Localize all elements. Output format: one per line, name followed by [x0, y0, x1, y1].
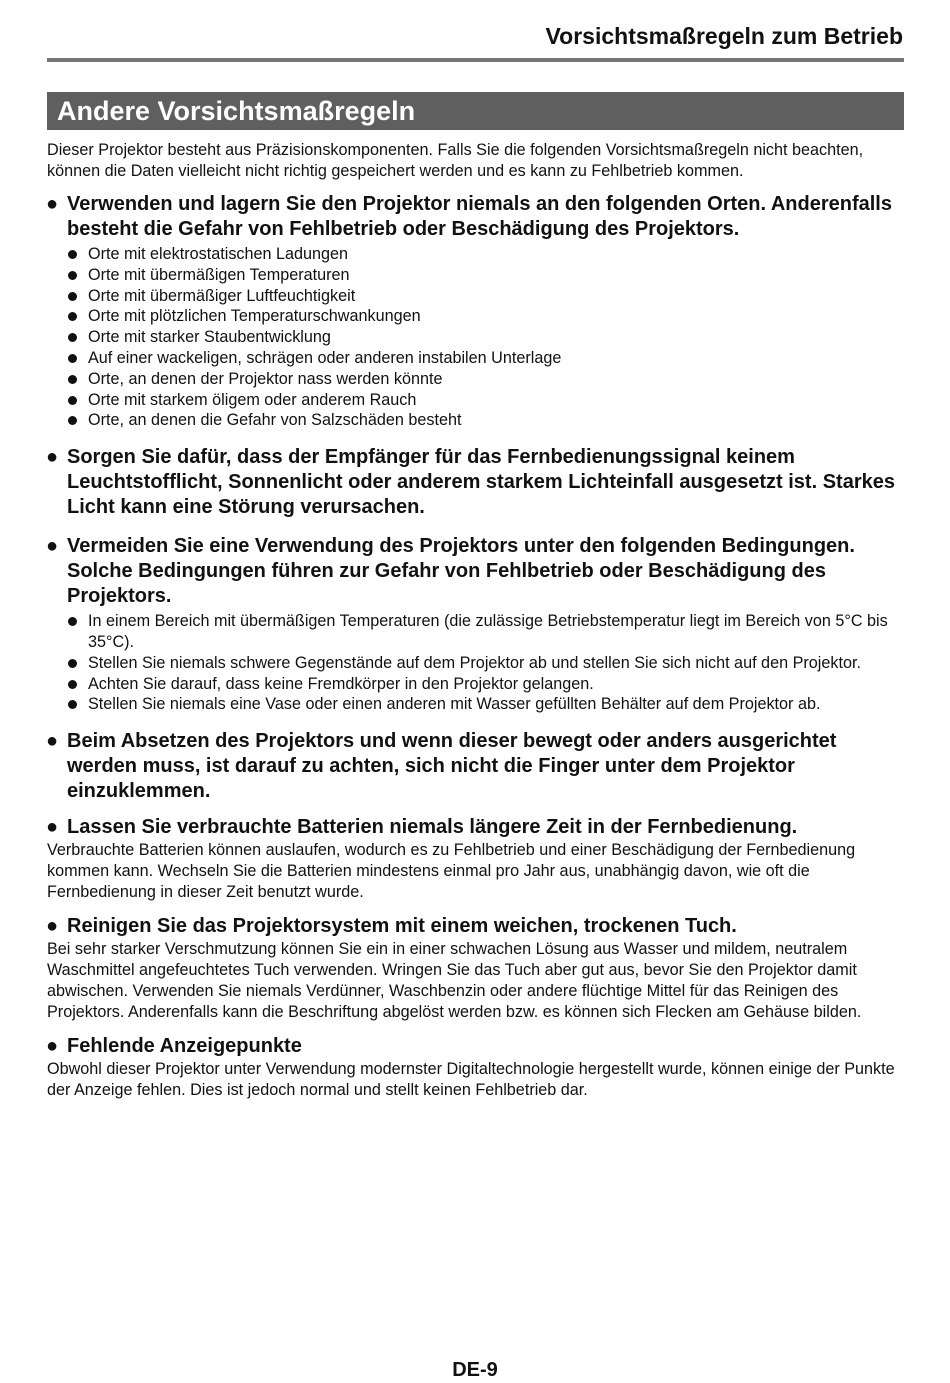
precaution-heading-text: Reinigen Sie das Projektorsystem mit einem weichen, trockenen Tuch. — [67, 915, 737, 938]
list-item — [88, 653, 903, 674]
small-bullet-icon — [68, 271, 77, 280]
precaution-heading — [47, 445, 903, 520]
list-item — [88, 286, 903, 307]
precaution-heading — [47, 815, 903, 840]
precaution-block — [47, 445, 903, 520]
precaution-heading — [47, 729, 903, 804]
list-item — [88, 265, 903, 286]
precaution-heading — [47, 1034, 903, 1059]
list-item-text: Orte mit starker Staubentwicklung — [88, 328, 331, 347]
bullet-icon: ● — [46, 535, 59, 558]
precaution-block — [47, 815, 903, 903]
page-number: DE-9 — [452, 1359, 498, 1381]
sub-list — [47, 611, 903, 715]
precaution-body: Verbrauchte Batterien können auslaufen, wodurch es zu Fehlbetrieb und einer Beschädigung der Fernbedienung kommen kann. Wechseln Sie die Batterien mindestens einmal pro Jahr aus, unabhängig davon, wie oft die Fernbedienung in dieser Zeit benutzt wurde. — [47, 841, 856, 902]
list-item — [88, 694, 903, 715]
small-bullet-icon — [68, 312, 77, 321]
precaution-body: Obwohl dieser Projektor unter Verwendung modernster Digitaltechnologie hergestellt wurde, können einige der Punkte der Anzeige fehlen. Dies ist jedoch normal und stellt keinen Fehlbetrieb dar. — [47, 1060, 895, 1100]
list-item-text: Stellen Sie niemals eine Vase oder einen anderen mit Wasser gefüllten Behälter auf dem Projektor ab. — [88, 695, 821, 714]
list-item — [88, 244, 903, 265]
list-item — [88, 611, 903, 653]
small-bullet-icon — [68, 375, 77, 384]
precaution-block — [47, 914, 903, 1023]
section-title: Andere Vorsichtsmaßregeln — [47, 92, 904, 130]
list-item-text: In einem Bereich mit übermäßigen Temperaturen (die zulässige Betriebstemperatur liegt im Bereich von 5°C bis 35°C). — [88, 612, 888, 651]
list-item — [88, 390, 903, 411]
list-item-text: Orte mit übermäßigen Temperaturen — [88, 265, 350, 284]
small-bullet-icon — [68, 700, 77, 709]
list-item-text: Orte mit plötzlichen Temperaturschwankungen — [88, 307, 421, 326]
precaution-heading-text: Beim Absetzen des Projektors und wenn dieser bewegt oder anders ausgerichtet werden muss, ist darauf zu achten, sich nicht die Finger unter dem Projektor einzuklemmen. — [67, 730, 837, 803]
small-bullet-icon — [68, 416, 77, 425]
list-item-text: Auf einer wackeligen, schrägen oder anderen instabilen Unterlage — [88, 348, 562, 367]
small-bullet-icon — [68, 617, 77, 626]
precaution-body: Bei sehr starker Verschmutzung können Sie ein in einer schwachen Lösung aus Wasser und mildem, neutralem Waschmittel angefeuchtetes Tuch verwenden. Wringen Sie das Tuch aber gut aus, bevor Sie den Projektor damit abwischen. Verwenden Sie niemals Verdünner, Waschbenzin oder andere flüchtige Mittel für das Reinigen des Projektors. Anderenfalls kann die Beschriftung abgelöst werden bzw. es können sich Flecken am Gehäuse bilden. — [47, 940, 862, 1022]
precaution-block — [47, 534, 903, 715]
precaution-heading — [47, 534, 903, 609]
list-item-text: Orte, an denen der Projektor nass werden könnte — [88, 369, 443, 388]
list-item-text: Stellen Sie niemals schwere Gegenstände auf dem Projektor ab und stellen Sie sich nicht auf den Projektor. — [88, 653, 861, 672]
list-item — [88, 410, 903, 431]
precaution-heading-text: Lassen Sie verbrauchte Batterien niemals längere Zeit in der Fernbedienung. — [67, 816, 798, 839]
bullet-icon: ● — [46, 730, 59, 753]
small-bullet-icon — [68, 354, 77, 363]
bullet-icon: ● — [46, 193, 59, 215]
list-item-text: Orte mit elektrostatischen Ladungen — [88, 245, 349, 263]
list-item-text: Orte mit übermäßiger Luftfeuchtigkeit — [88, 286, 356, 305]
precaution-heading-text: Verwenden und lagern Sie den Projektor niemals an den folgenden Orten. Anderenfalls besteht die Gefahr von Fehlbetrieb oder Beschädigung des Projektors. — [67, 193, 892, 240]
list-item — [88, 674, 903, 695]
precaution-heading-text: Fehlende Anzeigepunkte — [67, 1035, 302, 1058]
list-item — [88, 327, 903, 348]
bullet-icon: ● — [46, 915, 59, 938]
bullet-icon: ● — [46, 446, 59, 469]
bullet-icon: ● — [46, 1035, 59, 1058]
running-header: Vorsichtsmaßregeln zum Betrieb — [545, 23, 903, 49]
list-item — [88, 369, 903, 390]
precaution-heading — [47, 192, 903, 242]
bullet-icon: ● — [46, 816, 59, 839]
small-bullet-icon — [68, 680, 77, 689]
precaution-block — [47, 1034, 903, 1101]
precaution-list — [47, 192, 903, 1101]
small-bullet-icon — [68, 292, 77, 301]
list-item — [88, 348, 903, 369]
intro-paragraph: Dieser Projektor besteht aus Präzisionskomponenten. Falls Sie die folgenden Vorsichtsmaßregeln nicht beachten, können die Daten vielleicht nicht richtig gespeichert werden und es kann zu Fehlbetrieb kommen. — [47, 141, 864, 180]
small-bullet-icon — [68, 659, 77, 668]
small-bullet-icon — [68, 333, 77, 342]
list-item-text: Achten Sie darauf, dass keine Fremdkörper in den Projektor gelangen. — [88, 674, 594, 693]
small-bullet-icon — [68, 396, 77, 405]
precaution-heading — [47, 914, 903, 939]
header-rule — [47, 58, 904, 62]
precaution-heading-text: Sorgen Sie dafür, dass der Empfänger für das Fernbedienungssignal keinem Leuchtstofflicht, Sonnenlicht oder anderem starkem Lichteinfall ausgesetzt ist. Starkes Licht kann eine Störung verursachen. — [67, 446, 895, 519]
small-bullet-icon — [68, 250, 77, 259]
page-content — [47, 140, 903, 1101]
list-item-text: Orte mit starkem öligem oder anderem Rauch — [88, 390, 417, 409]
precaution-block — [47, 192, 903, 431]
list-item-text: Orte, an denen die Gefahr von Salzschäden besteht — [88, 411, 462, 430]
list-item — [88, 306, 903, 327]
precaution-heading-text: Vermeiden Sie eine Verwendung des Projektors unter den folgenden Bedingungen. Solche Bedingungen führen zur Gefahr von Fehlbetrieb oder Beschädigung des Projektors. — [67, 535, 855, 608]
sub-list — [47, 244, 903, 431]
precaution-block — [47, 729, 903, 804]
